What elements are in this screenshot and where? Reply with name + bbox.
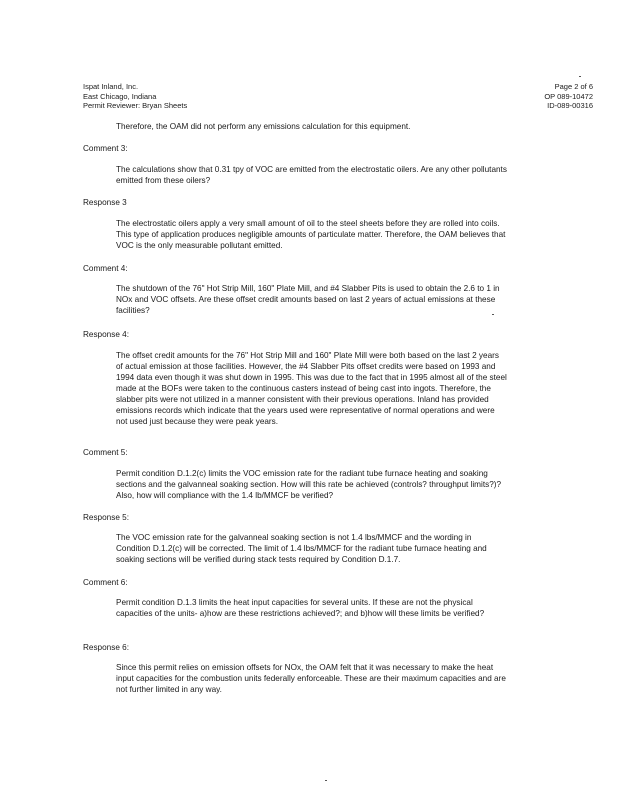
scan-speck — [325, 780, 327, 781]
header-reviewer: Permit Reviewer: Bryan Sheets — [83, 101, 188, 110]
scan-speck — [492, 314, 494, 315]
comment-3-heading: Comment 3: — [83, 144, 128, 153]
comment-6-heading: Comment 6: — [83, 578, 128, 587]
header-plant-id: ID-089-00316 — [547, 101, 593, 110]
scan-speck — [579, 76, 581, 77]
header-company: Ispat Inland, Inc. — [83, 82, 139, 91]
comment-5-heading: Comment 5: — [83, 448, 128, 457]
comment-6-text: Permit condition D.1.3 limits the heat input capacities for several units. If these are not the physical capacities of the units- a)how are these restrictions achieved?; and b)how will these limits be verified? — [116, 598, 485, 618]
header-page-number: Page 2 of 6 — [554, 82, 593, 91]
response-4-text: The offset credit amounts for the 76" Hot Strip Mill and 160" Plate Mill were both based on the last 2 years of actual emission at those facilities. However, the #4 Slabber Pits offset credits were based on 1993 and 1994 data even though it was shut down in 1995. This was due to the fact that in 1995 almost all of the steel made at the BOFs were taken to the continuous casters instead of being cast into ingots. Therefore, the slabber pits were not utilized in a manner consistent with their previous operations. Inland has provided emissions records which indicate that the years used were representative of normal operations and were not used just because they were peak years. — [116, 351, 507, 426]
intro-paragraph: Therefore, the OAM did not perform any emissions calculation for this equipment. — [116, 122, 411, 131]
response-5-text: The VOC emission rate for the galvanneal soaking section is not 1.4 lbs/MMCF and the wording in Condition D.1.2(c) will be corrected. The limit of 1.4 lbs/MMCF for the radiant tube furnace heating and soaking sections will be verified during stack tests required by Condition D.1.7. — [116, 533, 487, 564]
comment-4-heading: Comment 4: — [83, 264, 128, 273]
response-4-heading: Response 4: — [83, 330, 129, 339]
response-3-text: The electrostatic oilers apply a very small amount of oil to the steel sheets before they are rolled into coils. This type of application produces negligible amounts of particulate matter. Therefore, the OAM believes that VOC is the only measurable pollutant emitted. — [116, 219, 506, 250]
comment-3-text: The calculations show that 0.31 tpy of VOC are emitted from the electrostatic oilers. Are any other pollutants emitted from these oilers? — [116, 165, 507, 185]
response-3-heading: Response 3 — [83, 198, 127, 207]
comment-4-text: The shutdown of the 76" Hot Strip Mill, 160" Plate Mill, and #4 Slabber Pits is used to obtain the 2.6 to 1 in NOx and VOC offsets. Are these offset credit amounts based on last 2 years of actual emissions at these facilities? — [116, 284, 500, 315]
header-right-block — [544, 82, 593, 111]
comment-5-text: Permit condition D.1.2(c) limits the VOC emission rate for the radiant tube furnace heating and soaking sections and the galvanneal soaking section. How will this rate be achieved (controls? throughput limits?)? Also, how will compliance with the 1.4 lb/MMCF be verified? — [116, 469, 502, 500]
response-6-heading: Response 6: — [83, 643, 129, 652]
header-left-block — [83, 82, 187, 111]
response-6-text: Since this permit relies on emission offsets for NOx, the OAM felt that it was necessary to make the heat input capacities for the combustion units federally enforceable. These are their maximum capacities and are not further limited in any way. — [116, 663, 506, 694]
header-location: East Chicago, Indiana — [83, 91, 157, 101]
header-permit-number: OP 089-10472 — [544, 91, 593, 101]
response-5-heading: Response 5: — [83, 513, 129, 522]
